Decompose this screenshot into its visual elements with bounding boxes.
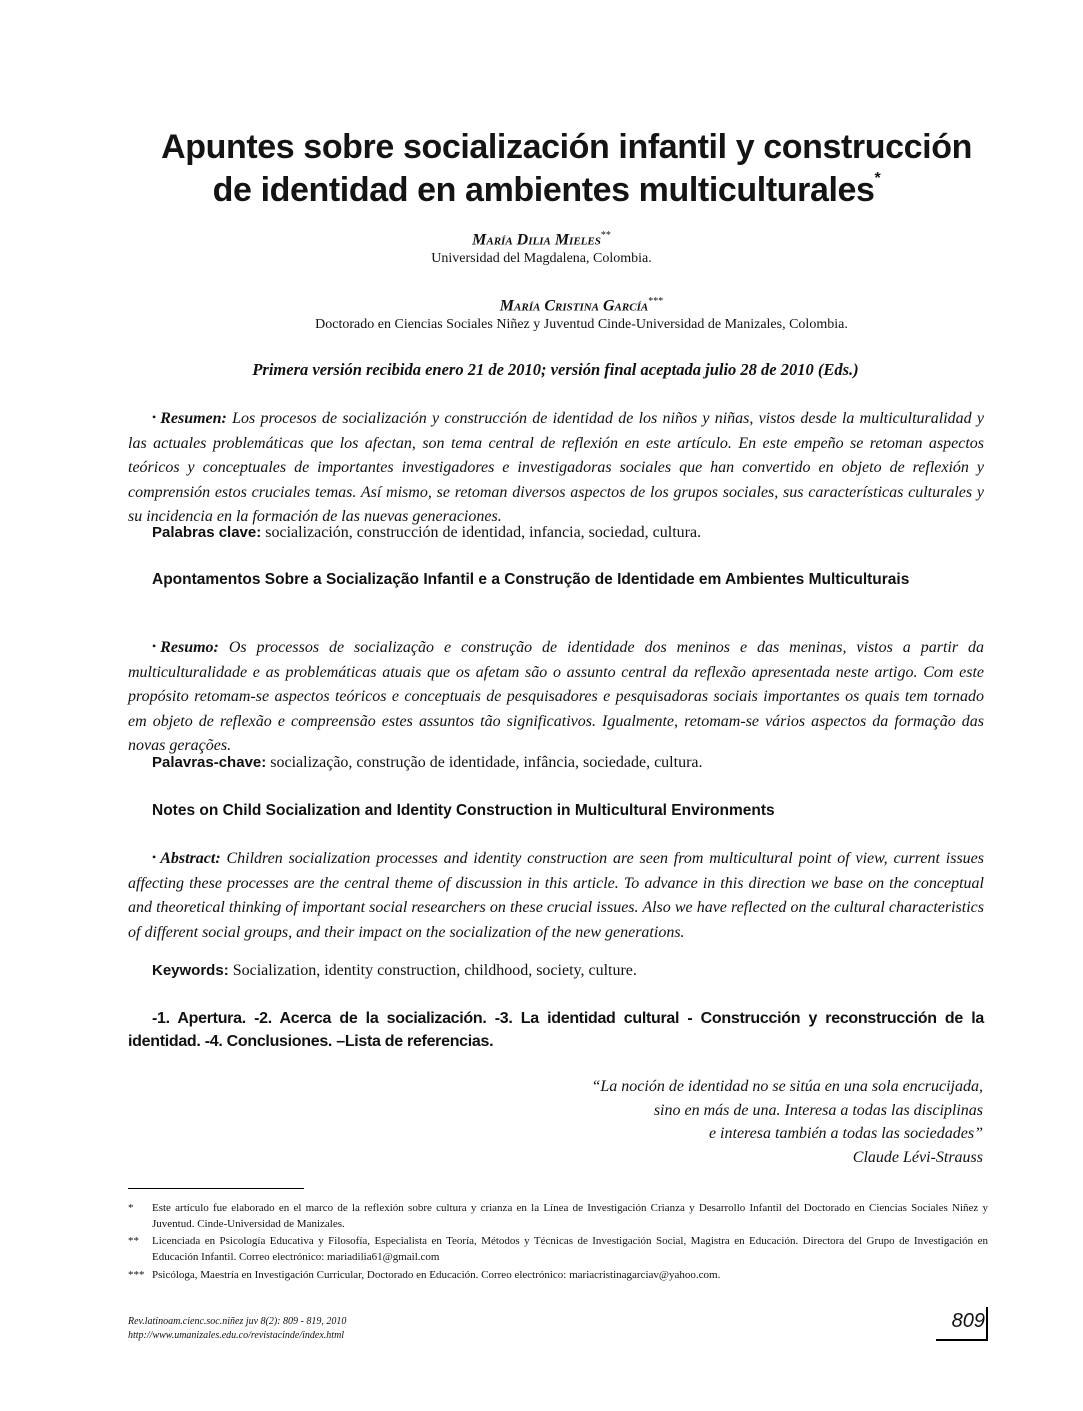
abstract-english <box>128 845 984 945</box>
keywords-portuguese <box>152 754 982 772</box>
keywords-english <box>152 962 982 980</box>
article-title <box>0 126 1083 212</box>
journal-citation: Rev.latinoam.cienc.soc.niñez juv 8(2): 809 - 819, 2010 <box>128 1316 347 1327</box>
journal-footer <box>128 1315 346 1343</box>
abstract-text: Os processos de socialização e construção de identidade dos meninos e das meninas, vistos a partir da multiculturalidade e as problemáticas atuais que os afetam são o assunto central da reflexão apresentada neste artigo. Com este propósito retomam-se aspectos teóricos e conceptuais de pesquisadores e pesquisadoras sociais importantes os quais tem tornado em objeto de reflexão e compreensão estes assuntos tão significativos. Igualmente, retomam-se vários aspectos da formação das novas gerações. <box>128 639 985 754</box>
footnote-mark: ** <box>128 1235 139 1247</box>
footnote-text: Este artículo fue elaborado en el marco de la reflexión sobre cultura y crianza en la Línea de Investigación Crianza y Desarrollo Infantil del Doctorado en Ciencias Sociales Niñez y Juventud. Cinde-Universidad de Manizales. <box>152 1202 988 1230</box>
epigraph-author: Claude Lévi-Strauss <box>852 1148 983 1166</box>
bullet-icon: • <box>152 639 157 653</box>
heading-portuguese: Apontamentos Sobre a Socialização Infantil e a Construção de Identidade em Ambientes Multiculturais <box>152 571 910 588</box>
author-footnote-mark: ** <box>600 230 611 241</box>
journal-url-link[interactable]: http://www.umanizales.edu.co/revistacinde/index.html <box>128 1330 345 1341</box>
title-line-1: Apuntes sobre socialización infantil y construcción <box>161 128 972 166</box>
table-of-contents: -1. Apertura. -2. Acerca de la socialización. -3. La identidad cultural - Construcción y reconstrucción de la identidad. -4. Conclusiones. –Lista de referencias. <box>128 1010 984 1050</box>
page-number-rule-vertical <box>986 1307 988 1341</box>
epigraph-line: “La noción de identidad no se sitúa en una sola encrucijada, <box>591 1078 983 1095</box>
author-affiliation: Universidad del Magdalena, Colombia. <box>431 251 652 267</box>
keywords-label: Palavras-chave: <box>152 754 267 771</box>
author-2 <box>0 296 1083 333</box>
keywords-label: Palabras clave: <box>152 524 262 541</box>
keywords-text: Socialization, identity construction, childhood, society, culture. <box>232 962 637 979</box>
page-number: 809 <box>951 1310 985 1332</box>
footnote-mark: *** <box>128 1269 145 1281</box>
author-name: María Cristina García <box>499 297 649 315</box>
footnote-mark: * <box>128 1202 134 1214</box>
title-footnote-mark: * <box>874 170 881 187</box>
abstract-label: Abstract: <box>160 850 221 867</box>
footnote-2 <box>128 1233 988 1265</box>
bullet-icon: • <box>152 410 157 424</box>
submission-dates: Primera versión recibida enero 21 de 2010; versión final aceptada julio 28 de 2010 (Eds.) <box>252 360 859 379</box>
abstract-text: Los procesos de socialización y construcción de identidad de los niños y niñas, vistos desde la multiculturalidad y las actuales problemáticas que los afectan, son tema central de reflexión en este artículo. En este empeño se retoman aspectos teóricos y conceptuales de importantes investigadores e investigadoras sociales que han convertido en objeto de reflexión y comprensión estos cruciales temas. Así mismo, se retoman diversos aspectos de los grupos sociales, sus características culturales y su incidencia en la formación de las nuevas generaciones. <box>128 410 985 525</box>
author-affiliation: Doctorado en Ciencias Sociales Niñez y Juventud Cinde-Universidad de Manizales, Colombia. <box>315 317 848 333</box>
footnote-divider <box>128 1188 304 1189</box>
epigraph <box>591 1075 983 1169</box>
footnote-3 <box>128 1267 988 1283</box>
bullet-icon: • <box>152 850 157 864</box>
author-footnote-mark: *** <box>648 296 664 307</box>
footnote-text: Licenciada en Psicología Educativa y Filosofía, Especialista en Teoría, Métodos y Técnicas de Investigación Social, Magistra en Educación. Directora del Grupo de Investigación en Educación Infantil. Correo electrónico: mariadilia61@gmail.com <box>152 1235 988 1263</box>
title-line-2 <box>0 169 1083 212</box>
keywords-label: Keywords: <box>152 962 229 979</box>
epigraph-line: e interesa también a todas las sociedades” <box>708 1125 983 1142</box>
author-name: María Dilia Mieles <box>472 231 601 249</box>
keywords-spanish <box>152 524 982 542</box>
keywords-text: socialização, construção de identidade, infância, sociedade, cultura. <box>270 754 703 771</box>
abstract-label: Resumo: <box>160 639 219 656</box>
abstract-portuguese <box>128 634 984 759</box>
footnote-text: Psicóloga, Maestría en Investigación Curricular, Doctorado en Educación. Correo electrónico: mariacristinagarciav@yahoo.com. <box>152 1269 721 1281</box>
footnote-1 <box>128 1200 988 1232</box>
page-number-rule-horizontal <box>936 1339 988 1341</box>
abstract-label: Resumen: <box>160 410 227 427</box>
abstract-text: Children socialization processes and identity construction are seen from multicultural point of view, current issues affecting these processes are the central theme of discussion in this article. To advance in this direction we base on the conceptual and theoretical thinking of important social researchers on these crucial issues. Also we have reflected on the cultural characteristics of different social groups, and their impact on the socialization of the new generations. <box>128 850 984 941</box>
abstract-spanish <box>128 405 984 530</box>
keywords-text: socialización, construcción de identidad, infancia, sociedad, cultura. <box>265 524 702 541</box>
heading-english: Notes on Child Socialization and Identity Construction in Multicultural Environments <box>152 802 775 819</box>
epigraph-line: sino en más de una. Interesa a todas las disciplinas <box>653 1101 983 1119</box>
title-line-2-text: de identidad en ambientes multiculturales <box>212 171 875 209</box>
author-1 <box>0 230 1083 267</box>
